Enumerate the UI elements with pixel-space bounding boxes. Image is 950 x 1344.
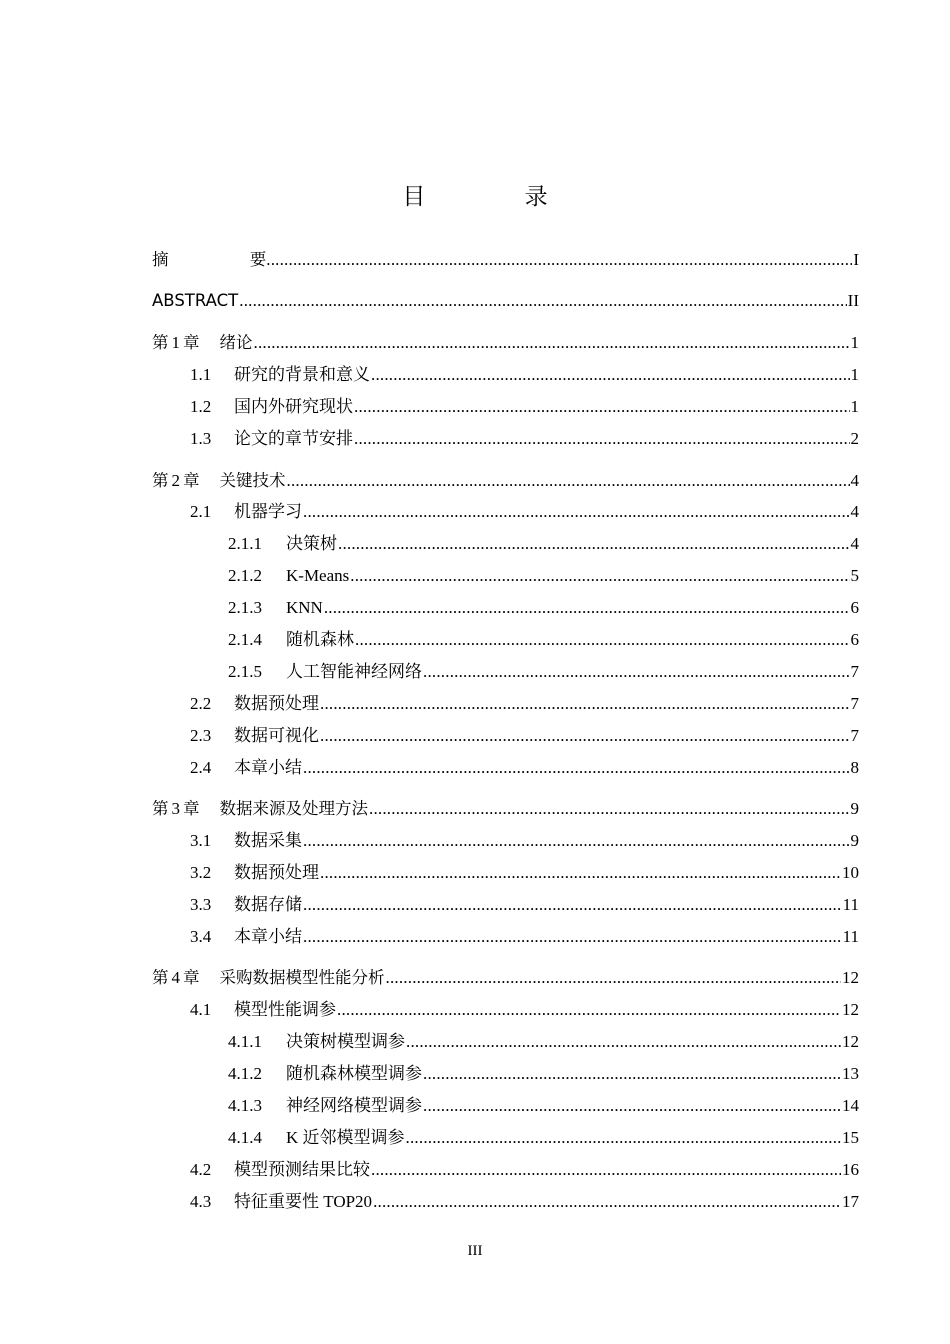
toc-entry-title: 人工智能神经网络 — [286, 662, 422, 681]
dot-leader — [406, 1030, 841, 1054]
toc-entry-title: 随机森林模型调参 — [286, 1064, 422, 1083]
footer-page-number: III — [467, 1243, 483, 1259]
dot-leader — [303, 893, 842, 917]
toc-entry-page: 1 — [850, 365, 859, 384]
toc-entry-page: 7 — [850, 694, 859, 713]
toc-entry-abstract-en[interactable] — [152, 289, 859, 313]
toc-entry-page: 9 — [850, 831, 859, 850]
toc-entry-title: 数据预处理 — [234, 694, 319, 713]
toc-entry-section[interactable] — [190, 724, 859, 748]
toc-entry-page: 12 — [842, 968, 859, 987]
section-number: 4.1 — [190, 1000, 212, 1019]
toc-entry-section[interactable] — [190, 829, 859, 853]
toc-entry-page: 6 — [850, 630, 859, 649]
toc-entry-subsection[interactable] — [228, 564, 859, 588]
toc-entry-page: 2 — [850, 429, 859, 448]
dot-leader — [406, 1126, 841, 1150]
toc-entry-subsection[interactable] — [228, 1126, 859, 1150]
dot-leader — [254, 331, 850, 355]
chapter-number: 第 4 章 — [152, 968, 200, 987]
chapter-number: 第 2 章 — [152, 471, 200, 490]
toc-entry-subsection[interactable] — [228, 1094, 859, 1118]
dot-leader — [423, 660, 850, 684]
toc-entry-title: 摘 要 — [152, 250, 305, 269]
chapter-number: 第 3 章 — [152, 799, 200, 818]
dot-leader — [354, 395, 850, 419]
toc-entry-title: K 近邻模型调参 — [286, 1128, 405, 1147]
toc-entry-title: 本章小结 — [234, 758, 302, 777]
toc-entry-section[interactable] — [190, 925, 859, 949]
toc-entry-subsection[interactable] — [228, 628, 859, 652]
toc-entry-title: 模型预测结果比较 — [234, 1160, 370, 1179]
dot-leader — [371, 363, 850, 387]
toc-entry-title: 特征重要性 TOP20 — [234, 1192, 373, 1211]
chapter-number: 第 1 章 — [152, 333, 200, 352]
toc-entry-page: 16 — [842, 1160, 859, 1179]
dot-leader — [320, 861, 841, 885]
toc-entry-section[interactable] — [190, 363, 859, 387]
toc-entry-chapter-3[interactable] — [152, 797, 859, 821]
toc-entry-subsection[interactable] — [228, 532, 859, 556]
toc-entry-page: II — [847, 291, 859, 310]
toc-entry-page: 7 — [850, 662, 859, 681]
toc-entry-title: 数据存储 — [234, 895, 302, 914]
section-number: 1.1 — [190, 365, 212, 384]
subsection-number: 2.1.4 — [228, 630, 262, 649]
toc-entry-page: 10 — [842, 863, 859, 882]
dot-leader — [324, 596, 850, 620]
toc-entry-page: 5 — [850, 566, 859, 585]
toc-entry-title: 决策树 — [286, 534, 337, 553]
toc-entry-page: 9 — [850, 799, 859, 818]
dot-leader — [423, 1094, 841, 1118]
dot-leader — [371, 1158, 841, 1182]
dot-leader — [386, 966, 842, 990]
dot-leader — [320, 724, 850, 748]
dot-leader — [423, 1062, 841, 1086]
toc-entry-section[interactable] — [190, 395, 859, 419]
toc-entry-section[interactable] — [190, 998, 859, 1022]
subsection-number: 2.1.3 — [228, 598, 262, 617]
toc-entry-subsection[interactable] — [228, 596, 859, 620]
toc-entry-title: 本章小结 — [234, 927, 302, 946]
toc-entry-chapter-2[interactable] — [152, 469, 859, 493]
toc-entry-page: 11 — [842, 895, 859, 914]
section-number: 2.1 — [190, 502, 212, 521]
dot-leader — [338, 532, 850, 556]
toc-entry-page: 6 — [850, 598, 859, 617]
toc-entry-section[interactable] — [190, 1158, 859, 1182]
toc-entry-section[interactable] — [190, 861, 859, 885]
dot-leader — [350, 564, 849, 588]
section-number: 2.4 — [190, 758, 212, 777]
toc-entry-title: 关键技术 — [219, 471, 286, 490]
toc-entry-page: 1 — [850, 333, 859, 352]
toc-entry-section[interactable] — [190, 1190, 859, 1214]
toc-entry-title: KNN — [286, 598, 323, 617]
dot-leader — [303, 756, 850, 780]
subsection-number: 4.1.3 — [228, 1096, 262, 1115]
dot-leader — [337, 998, 841, 1022]
toc-entry-page: 4 — [850, 471, 859, 490]
toc-entry-title: 采购数据模型性能分析 — [219, 968, 385, 987]
toc-entry-subsection[interactable] — [228, 1062, 859, 1086]
subsection-number: 2.1.5 — [228, 662, 262, 681]
toc-entry-title: 数据来源及处理方法 — [219, 799, 368, 818]
toc-entry-title: 国内外研究现状 — [234, 397, 353, 416]
toc-entry-subsection[interactable] — [228, 1030, 859, 1054]
subsection-number: 4.1.1 — [228, 1032, 262, 1051]
toc-entry-page: 11 — [842, 927, 859, 946]
toc-entry-page: I — [853, 250, 859, 269]
toc-entry-title: 模型性能调参 — [234, 1000, 336, 1019]
toc-entry-title: 随机森林 — [286, 630, 354, 649]
toc-entry-title: 数据可视化 — [234, 726, 319, 745]
toc-entry-section[interactable] — [190, 692, 859, 716]
toc-entry-page: 13 — [842, 1064, 859, 1083]
toc-entry-page: 12 — [842, 1000, 859, 1019]
toc-entry-page: 8 — [850, 758, 859, 777]
subsection-number: 2.1.1 — [228, 534, 262, 553]
toc-entry-title: 数据预处理 — [234, 863, 319, 882]
dot-leader — [354, 427, 850, 451]
page-title: 目 录 — [402, 184, 594, 210]
toc-entry-page: 12 — [842, 1032, 859, 1051]
toc-entry-title: 绪论 — [219, 333, 253, 352]
toc-entry-page: 1 — [850, 397, 859, 416]
subsection-number: 4.1.2 — [228, 1064, 262, 1083]
toc-entry-page: 17 — [842, 1192, 859, 1211]
section-number: 3.3 — [190, 895, 212, 914]
section-number: 1.3 — [190, 429, 212, 448]
toc-entry-title: 神经网络模型调参 — [286, 1096, 422, 1115]
toc-entry-page: 4 — [850, 502, 859, 521]
toc-entry-title: K-Means — [286, 566, 350, 585]
section-number: 4.3 — [190, 1192, 212, 1211]
section-number: 2.2 — [190, 694, 212, 713]
dot-leader — [355, 628, 850, 652]
toc-entry-title: 机器学习 — [234, 502, 302, 521]
toc-entry-section[interactable] — [190, 893, 859, 917]
dot-leader — [266, 248, 852, 272]
dot-leader — [373, 1190, 841, 1214]
toc-entry-title: 数据采集 — [234, 831, 302, 850]
toc-entry-chapter-4[interactable] — [152, 966, 859, 990]
dot-leader — [303, 500, 850, 524]
dot-leader — [320, 692, 850, 716]
toc-entry-page: 4 — [850, 534, 859, 553]
toc-entry-title: 决策树模型调参 — [286, 1032, 405, 1051]
toc-entry-section[interactable] — [190, 756, 859, 780]
toc-entry-section[interactable] — [190, 500, 859, 524]
dot-leader — [369, 797, 850, 821]
toc-entry-title: 研究的背景和意义 — [234, 365, 370, 384]
dot-leader — [239, 289, 846, 313]
dot-leader — [303, 829, 850, 853]
toc-entry-abstract-cn[interactable] — [152, 248, 859, 272]
toc-entry-page: 7 — [850, 726, 859, 745]
section-number: 2.3 — [190, 726, 212, 745]
dot-leader — [287, 469, 850, 493]
toc-entry-section[interactable] — [190, 427, 859, 451]
toc-entry-subsection[interactable] — [228, 660, 859, 684]
toc-entry-title: ABSTRACT — [152, 291, 239, 310]
toc-entry-title: 论文的章节安排 — [234, 429, 353, 448]
subsection-number: 2.1.2 — [228, 566, 262, 585]
section-number: 3.1 — [190, 831, 212, 850]
subsection-number: 4.1.4 — [228, 1128, 262, 1147]
section-number: 4.2 — [190, 1160, 212, 1179]
section-number: 3.4 — [190, 927, 212, 946]
toc-entry-page: 15 — [842, 1128, 859, 1147]
toc-entry-chapter-1[interactable] — [152, 331, 859, 355]
section-number: 1.2 — [190, 397, 212, 416]
dot-leader — [303, 925, 842, 949]
section-number: 3.2 — [190, 863, 212, 882]
toc-entry-page: 14 — [842, 1096, 859, 1115]
